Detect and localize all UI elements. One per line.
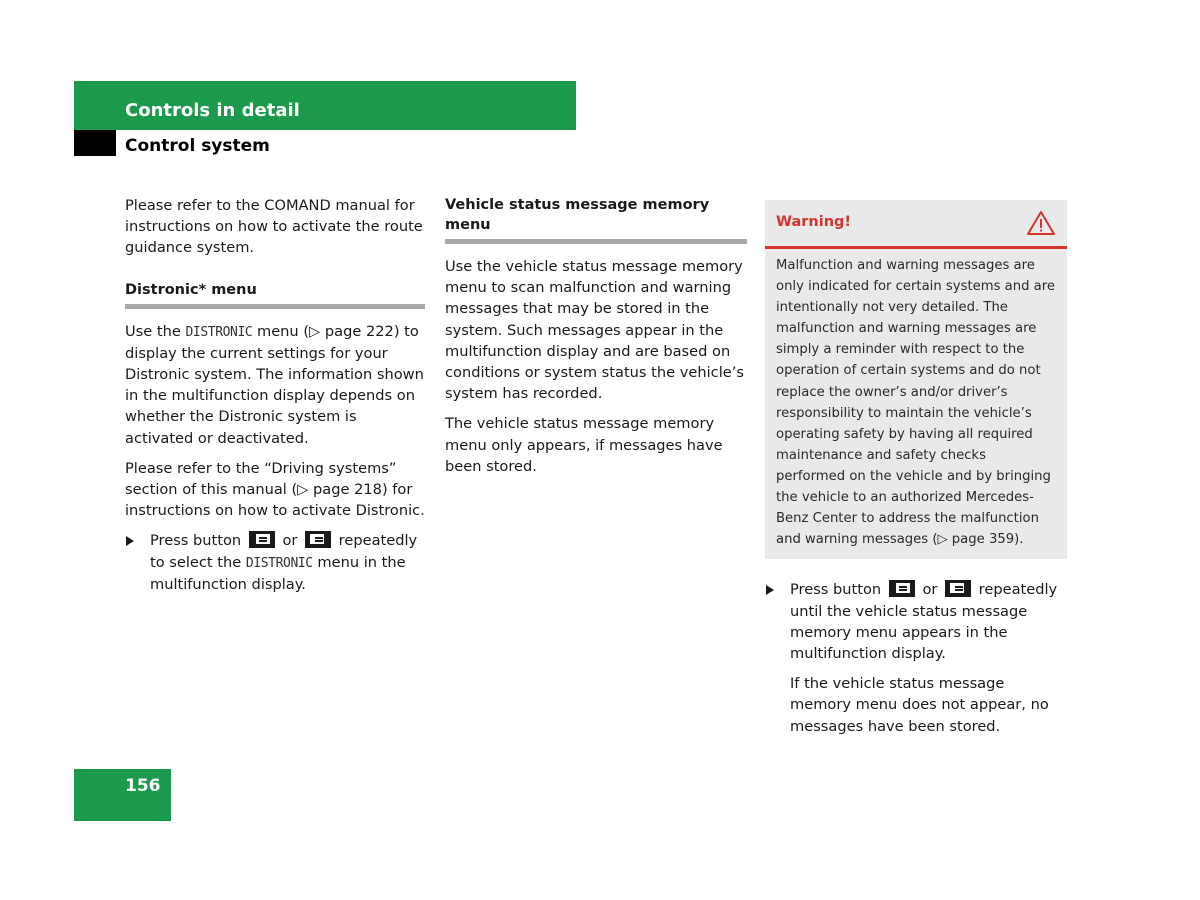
driving-systems-paragraph: Please refer to the “Driving systems” section of this manual (▷ page 218) for instructions on how to activate Distronic.	[125, 459, 425, 520]
column-middle	[445, 195, 747, 486]
section-title: Control system	[125, 136, 270, 156]
warning-box	[765, 200, 1067, 559]
no-messages-note: If the vehicle status message memory menu does not appear, no messages have been stored.	[790, 675, 1049, 735]
display-text-distronic: DISTRONIC	[245, 555, 313, 571]
status-memory-paragraph: Use the vehicle status message memory menu to scan malfunction and warning messages that may be stored in the system. Such messages appear in the multifunction display and are based on conditions or system status the vehicle’s system has recorded.	[445, 258, 744, 403]
display-next-button-icon	[889, 580, 915, 597]
column-right	[765, 200, 1067, 746]
status-memory-note: The vehicle status message memory menu only appears, if messages have been stored.	[445, 415, 723, 475]
warning-title: Warning!	[776, 214, 852, 231]
instruction-bullet: Press button or repeatedly to select the DISTRONIC menu in the multifunction display.	[125, 530, 425, 595]
warning-header	[765, 200, 1067, 249]
display-text-distronic: DISTRONIC	[185, 324, 253, 340]
status-memory-heading: Vehicle status message memory menu	[445, 195, 747, 244]
column-left	[125, 195, 425, 604]
warning-text: Malfunction and warning messages are only indicated for certain systems and are intentionally not very detailed. The malfunction and warning messages are simply a reminder with respect to the operation of certain systems and do not replace the owner’s and/or driver’s responsibility to maintain the vehicle’s operating safety by having all required maintenance and safety checks performed on the vehicle and by bringing the vehicle to an authorized Mercedes-Benz Center to address the malfunction and warning messages (▷ page 359).	[776, 258, 1055, 548]
instruction-bullet: Press button or repeatedly until the vehicle status message memory menu appears in the multifunction display.	[765, 579, 1067, 664]
intro-paragraph: Please refer to the COMAND manual for instructions on how to activate the route guidance system.	[125, 197, 423, 257]
display-next-button-icon	[249, 531, 275, 548]
display-prev-button-icon	[305, 531, 331, 548]
page-number: 156	[125, 776, 161, 796]
distronic-paragraph: Use the DISTRONIC menu (▷ page 222) to display the current settings for your Distronic system. The information shown in the multifunction display depends on whether the Distronic system is activated or deactivated.	[125, 322, 424, 447]
distronic-heading: Distronic* menu	[125, 280, 425, 309]
section-marker	[74, 130, 116, 156]
chapter-title: Controls in detail	[125, 100, 300, 121]
display-prev-button-icon	[945, 580, 971, 597]
warning-triangle-icon	[1026, 210, 1056, 236]
